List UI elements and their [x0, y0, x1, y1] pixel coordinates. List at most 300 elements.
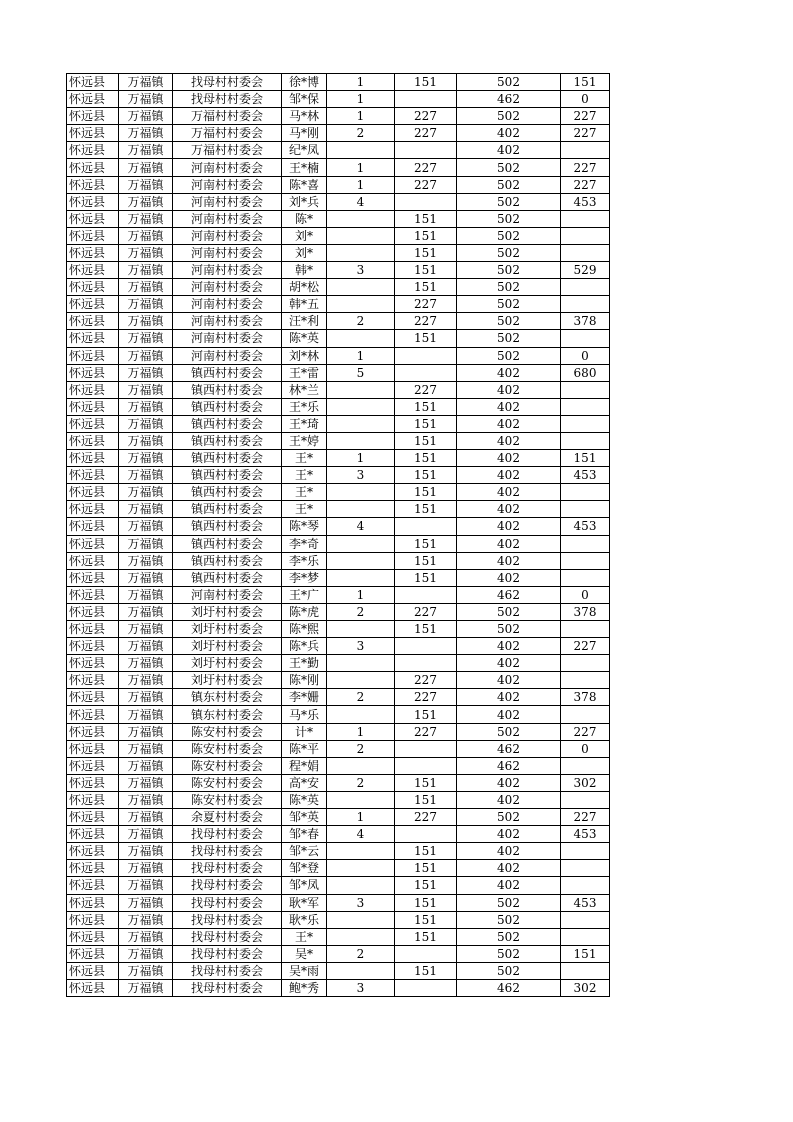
count-cell: 2	[327, 689, 395, 706]
town-cell: 万福镇	[119, 518, 173, 535]
count-cell: 2	[327, 313, 395, 330]
town-cell: 万福镇	[119, 244, 173, 261]
table-row	[67, 450, 610, 467]
amount-b-cell: 502	[457, 603, 561, 620]
person-cell: 计*	[282, 723, 327, 740]
amount-a-cell: 151	[395, 860, 457, 877]
amount-b-cell: 402	[457, 364, 561, 381]
table-row	[67, 740, 610, 757]
village-cell: 找母村村委会	[173, 826, 282, 843]
village-cell: 镇西村村委会	[173, 467, 282, 484]
total-cell: 302	[561, 979, 610, 996]
total-cell: 453	[561, 193, 610, 210]
table-row	[67, 262, 610, 279]
person-cell: 韩*五	[282, 296, 327, 313]
town-cell: 万福镇	[119, 638, 173, 655]
amount-a-cell: 227	[395, 296, 457, 313]
total-cell: 227	[561, 176, 610, 193]
amount-b-cell: 402	[457, 484, 561, 501]
table-row	[67, 945, 610, 962]
table-row	[67, 757, 610, 774]
amount-b-cell: 402	[457, 125, 561, 142]
amount-b-cell: 402	[457, 398, 561, 415]
amount-b-cell: 402	[457, 467, 561, 484]
table-row	[67, 415, 610, 432]
village-cell: 陈安村村委会	[173, 757, 282, 774]
town-cell: 万福镇	[119, 484, 173, 501]
count-cell: 2	[327, 125, 395, 142]
amount-a-cell: 227	[395, 108, 457, 125]
county-cell: 怀远县	[67, 176, 119, 193]
amount-b-cell: 502	[457, 330, 561, 347]
person-cell: 陈*虎	[282, 603, 327, 620]
total-cell: 227	[561, 638, 610, 655]
county-cell: 怀远县	[67, 159, 119, 176]
village-cell: 河南村村委会	[173, 313, 282, 330]
amount-a-cell: 151	[395, 227, 457, 244]
town-cell: 万福镇	[119, 347, 173, 364]
total-cell: 151	[561, 450, 610, 467]
person-cell: 胡*松	[282, 279, 327, 296]
county-cell: 怀远县	[67, 655, 119, 672]
count-cell: 1	[327, 159, 395, 176]
table-row	[67, 672, 610, 689]
county-cell: 怀远县	[67, 689, 119, 706]
amount-a-cell: 151	[395, 279, 457, 296]
count-cell: 2	[327, 945, 395, 962]
person-cell: 王*	[282, 928, 327, 945]
total-cell	[561, 911, 610, 928]
total-cell	[561, 398, 610, 415]
amount-b-cell: 502	[457, 227, 561, 244]
data-table	[66, 73, 610, 997]
county-cell: 怀远县	[67, 757, 119, 774]
village-cell: 刘圩村村委会	[173, 672, 282, 689]
county-cell: 怀远县	[67, 774, 119, 791]
person-cell: 李*奇	[282, 535, 327, 552]
amount-a-cell	[395, 979, 457, 996]
amount-a-cell: 151	[395, 791, 457, 808]
amount-b-cell: 502	[457, 176, 561, 193]
table-row	[67, 279, 610, 296]
count-cell: 3	[327, 979, 395, 996]
village-cell: 找母村村委会	[173, 877, 282, 894]
amount-a-cell: 227	[395, 176, 457, 193]
person-cell: 邹*登	[282, 860, 327, 877]
total-cell: 227	[561, 125, 610, 142]
amount-a-cell: 151	[395, 911, 457, 928]
total-cell: 227	[561, 809, 610, 826]
amount-a-cell: 227	[395, 125, 457, 142]
county-cell: 怀远县	[67, 227, 119, 244]
town-cell: 万福镇	[119, 655, 173, 672]
amount-a-cell: 151	[395, 894, 457, 911]
village-cell: 陈安村村委会	[173, 723, 282, 740]
amount-a-cell: 151	[395, 569, 457, 586]
amount-b-cell: 502	[457, 809, 561, 826]
amount-a-cell: 151	[395, 501, 457, 518]
table-row	[67, 108, 610, 125]
county-cell: 怀远县	[67, 450, 119, 467]
county-cell: 怀远县	[67, 74, 119, 91]
village-cell: 镇东村村委会	[173, 706, 282, 723]
town-cell: 万福镇	[119, 621, 173, 638]
town-cell: 万福镇	[119, 843, 173, 860]
village-cell: 镇西村村委会	[173, 415, 282, 432]
amount-b-cell: 502	[457, 159, 561, 176]
village-cell: 河南村村委会	[173, 176, 282, 193]
count-cell: 3	[327, 262, 395, 279]
table-row	[67, 809, 610, 826]
town-cell: 万福镇	[119, 672, 173, 689]
county-cell: 怀远县	[67, 484, 119, 501]
town-cell: 万福镇	[119, 193, 173, 210]
table-row	[67, 176, 610, 193]
total-cell: 227	[561, 108, 610, 125]
town-cell: 万福镇	[119, 945, 173, 962]
town-cell: 万福镇	[119, 962, 173, 979]
count-cell	[327, 227, 395, 244]
amount-a-cell	[395, 740, 457, 757]
amount-b-cell: 462	[457, 740, 561, 757]
village-cell: 河南村村委会	[173, 347, 282, 364]
town-cell: 万福镇	[119, 279, 173, 296]
village-cell: 镇西村村委会	[173, 450, 282, 467]
person-cell: 邹*云	[282, 843, 327, 860]
amount-b-cell: 402	[457, 706, 561, 723]
amount-a-cell	[395, 586, 457, 603]
amount-a-cell: 151	[395, 467, 457, 484]
amount-a-cell	[395, 347, 457, 364]
amount-b-cell: 402	[457, 860, 561, 877]
amount-a-cell: 151	[395, 962, 457, 979]
amount-b-cell: 462	[457, 979, 561, 996]
county-cell: 怀远县	[67, 877, 119, 894]
person-cell: 刘*	[282, 227, 327, 244]
village-cell: 镇西村村委会	[173, 484, 282, 501]
total-cell	[561, 962, 610, 979]
amount-b-cell: 502	[457, 210, 561, 227]
person-cell: 林*兰	[282, 381, 327, 398]
amount-b-cell: 502	[457, 962, 561, 979]
count-cell	[327, 210, 395, 227]
table-row	[67, 791, 610, 808]
amount-b-cell: 462	[457, 757, 561, 774]
person-cell: 邹*春	[282, 826, 327, 843]
person-cell: 陈*熙	[282, 621, 327, 638]
person-cell: 吴*	[282, 945, 327, 962]
amount-b-cell: 502	[457, 108, 561, 125]
count-cell	[327, 911, 395, 928]
amount-a-cell: 151	[395, 74, 457, 91]
table-row	[67, 894, 610, 911]
village-cell: 镇西村村委会	[173, 501, 282, 518]
county-cell: 怀远县	[67, 535, 119, 552]
amount-a-cell: 151	[395, 432, 457, 449]
village-cell: 镇西村村委会	[173, 398, 282, 415]
amount-b-cell: 462	[457, 586, 561, 603]
town-cell: 万福镇	[119, 125, 173, 142]
county-cell: 怀远县	[67, 244, 119, 261]
town-cell: 万福镇	[119, 774, 173, 791]
town-cell: 万福镇	[119, 552, 173, 569]
total-cell	[561, 279, 610, 296]
total-cell	[561, 655, 610, 672]
town-cell: 万福镇	[119, 928, 173, 945]
amount-a-cell	[395, 91, 457, 108]
county-cell: 怀远县	[67, 330, 119, 347]
total-cell	[561, 621, 610, 638]
table-row	[67, 689, 610, 706]
amount-b-cell: 402	[457, 791, 561, 808]
town-cell: 万福镇	[119, 296, 173, 313]
total-cell: 453	[561, 518, 610, 535]
village-cell: 找母村村委会	[173, 928, 282, 945]
count-cell	[327, 962, 395, 979]
count-cell: 1	[327, 586, 395, 603]
village-cell: 陈安村村委会	[173, 740, 282, 757]
person-cell: 徐*博	[282, 74, 327, 91]
town-cell: 万福镇	[119, 176, 173, 193]
total-cell: 0	[561, 740, 610, 757]
amount-a-cell	[395, 757, 457, 774]
amount-a-cell: 227	[395, 313, 457, 330]
county-cell: 怀远县	[67, 569, 119, 586]
amount-b-cell: 402	[457, 501, 561, 518]
count-cell: 2	[327, 603, 395, 620]
table-row	[67, 210, 610, 227]
amount-b-cell: 402	[457, 450, 561, 467]
county-cell: 怀远县	[67, 210, 119, 227]
town-cell: 万福镇	[119, 809, 173, 826]
table-row	[67, 928, 610, 945]
amount-b-cell: 402	[457, 535, 561, 552]
amount-a-cell: 227	[395, 159, 457, 176]
table-row	[67, 843, 610, 860]
table-row	[67, 706, 610, 723]
amount-b-cell: 502	[457, 262, 561, 279]
table-row	[67, 330, 610, 347]
person-cell: 刘*林	[282, 347, 327, 364]
amount-a-cell: 151	[395, 621, 457, 638]
person-cell: 李*乐	[282, 552, 327, 569]
village-cell: 河南村村委会	[173, 244, 282, 261]
amount-a-cell: 227	[395, 809, 457, 826]
total-cell: 302	[561, 774, 610, 791]
count-cell	[327, 877, 395, 894]
table-row	[67, 398, 610, 415]
county-cell: 怀远县	[67, 467, 119, 484]
village-cell: 找母村村委会	[173, 860, 282, 877]
county-cell: 怀远县	[67, 415, 119, 432]
county-cell: 怀远县	[67, 809, 119, 826]
amount-a-cell	[395, 655, 457, 672]
county-cell: 怀远县	[67, 706, 119, 723]
town-cell: 万福镇	[119, 364, 173, 381]
county-cell: 怀远县	[67, 364, 119, 381]
total-cell	[561, 501, 610, 518]
amount-b-cell: 402	[457, 569, 561, 586]
town-cell: 万福镇	[119, 108, 173, 125]
count-cell: 4	[327, 826, 395, 843]
amount-b-cell: 402	[457, 774, 561, 791]
county-cell: 怀远县	[67, 381, 119, 398]
count-cell	[327, 860, 395, 877]
amount-a-cell: 151	[395, 774, 457, 791]
amount-b-cell: 402	[457, 552, 561, 569]
person-cell: 汪*利	[282, 313, 327, 330]
town-cell: 万福镇	[119, 330, 173, 347]
county-cell: 怀远县	[67, 945, 119, 962]
table-row	[67, 501, 610, 518]
amount-b-cell: 402	[457, 843, 561, 860]
total-cell: 453	[561, 467, 610, 484]
village-cell: 河南村村委会	[173, 296, 282, 313]
amount-a-cell	[395, 142, 457, 159]
total-cell	[561, 296, 610, 313]
town-cell: 万福镇	[119, 467, 173, 484]
amount-a-cell: 151	[395, 552, 457, 569]
village-cell: 找母村村委会	[173, 894, 282, 911]
person-cell: 陈*	[282, 210, 327, 227]
person-cell: 耿*军	[282, 894, 327, 911]
amount-b-cell: 402	[457, 381, 561, 398]
county-cell: 怀远县	[67, 638, 119, 655]
table-row	[67, 569, 610, 586]
amount-a-cell: 151	[395, 398, 457, 415]
county-cell: 怀远县	[67, 723, 119, 740]
town-cell: 万福镇	[119, 142, 173, 159]
town-cell: 万福镇	[119, 723, 173, 740]
amount-a-cell: 151	[395, 706, 457, 723]
amount-a-cell: 151	[395, 262, 457, 279]
amount-b-cell: 502	[457, 279, 561, 296]
total-cell: 227	[561, 723, 610, 740]
table-body	[67, 74, 610, 997]
amount-b-cell: 402	[457, 518, 561, 535]
total-cell	[561, 706, 610, 723]
person-cell: 陈*英	[282, 330, 327, 347]
count-cell	[327, 142, 395, 159]
county-cell: 怀远县	[67, 125, 119, 142]
county-cell: 怀远县	[67, 672, 119, 689]
total-cell	[561, 843, 610, 860]
total-cell	[561, 928, 610, 945]
person-cell: 王*广	[282, 586, 327, 603]
village-cell: 万福村村委会	[173, 142, 282, 159]
village-cell: 镇东村村委会	[173, 689, 282, 706]
person-cell: 王*楠	[282, 159, 327, 176]
count-cell	[327, 484, 395, 501]
county-cell: 怀远县	[67, 552, 119, 569]
table-row	[67, 364, 610, 381]
village-cell: 刘圩村村委会	[173, 655, 282, 672]
table-row	[67, 552, 610, 569]
person-cell: 王*	[282, 450, 327, 467]
person-cell: 王*琦	[282, 415, 327, 432]
person-cell: 王*	[282, 501, 327, 518]
county-cell: 怀远县	[67, 279, 119, 296]
county-cell: 怀远县	[67, 398, 119, 415]
total-cell: 227	[561, 159, 610, 176]
count-cell	[327, 569, 395, 586]
amount-b-cell: 402	[457, 415, 561, 432]
village-cell: 找母村村委会	[173, 979, 282, 996]
person-cell: 王*	[282, 484, 327, 501]
table-row	[67, 432, 610, 449]
total-cell: 453	[561, 894, 610, 911]
amount-a-cell: 151	[395, 415, 457, 432]
table-row	[67, 159, 610, 176]
amount-b-cell: 402	[457, 672, 561, 689]
total-cell: 151	[561, 945, 610, 962]
amount-b-cell: 502	[457, 193, 561, 210]
village-cell: 万福村村委会	[173, 125, 282, 142]
total-cell	[561, 142, 610, 159]
village-cell: 刘圩村村委会	[173, 603, 282, 620]
amount-b-cell: 402	[457, 432, 561, 449]
total-cell: 151	[561, 74, 610, 91]
county-cell: 怀远县	[67, 894, 119, 911]
county-cell: 怀远县	[67, 586, 119, 603]
table-row	[67, 74, 610, 91]
table-row	[67, 877, 610, 894]
table-row	[67, 638, 610, 655]
person-cell: 高*安	[282, 774, 327, 791]
amount-b-cell: 402	[457, 877, 561, 894]
county-cell: 怀远县	[67, 91, 119, 108]
county-cell: 怀远县	[67, 843, 119, 860]
amount-a-cell: 227	[395, 723, 457, 740]
town-cell: 万福镇	[119, 415, 173, 432]
county-cell: 怀远县	[67, 911, 119, 928]
person-cell: 李*姗	[282, 689, 327, 706]
county-cell: 怀远县	[67, 501, 119, 518]
table-row	[67, 142, 610, 159]
total-cell	[561, 244, 610, 261]
amount-b-cell: 502	[457, 296, 561, 313]
amount-b-cell: 502	[457, 313, 561, 330]
town-cell: 万福镇	[119, 227, 173, 244]
amount-b-cell: 402	[457, 826, 561, 843]
amount-a-cell	[395, 364, 457, 381]
town-cell: 万福镇	[119, 860, 173, 877]
county-cell: 怀远县	[67, 979, 119, 996]
person-cell: 陈*刚	[282, 672, 327, 689]
village-cell: 镇西村村委会	[173, 569, 282, 586]
total-cell: 378	[561, 603, 610, 620]
total-cell	[561, 860, 610, 877]
village-cell: 河南村村委会	[173, 279, 282, 296]
total-cell	[561, 535, 610, 552]
village-cell: 找母村村委会	[173, 74, 282, 91]
count-cell: 1	[327, 74, 395, 91]
village-cell: 河南村村委会	[173, 227, 282, 244]
amount-b-cell: 402	[457, 655, 561, 672]
amount-b-cell: 502	[457, 894, 561, 911]
amount-b-cell: 402	[457, 689, 561, 706]
county-cell: 怀远县	[67, 603, 119, 620]
village-cell: 河南村村委会	[173, 193, 282, 210]
table-row	[67, 381, 610, 398]
count-cell: 4	[327, 518, 395, 535]
person-cell: 吴*雨	[282, 962, 327, 979]
amount-a-cell: 227	[395, 603, 457, 620]
total-cell	[561, 877, 610, 894]
town-cell: 万福镇	[119, 826, 173, 843]
town-cell: 万福镇	[119, 911, 173, 928]
person-cell: 马*乐	[282, 706, 327, 723]
